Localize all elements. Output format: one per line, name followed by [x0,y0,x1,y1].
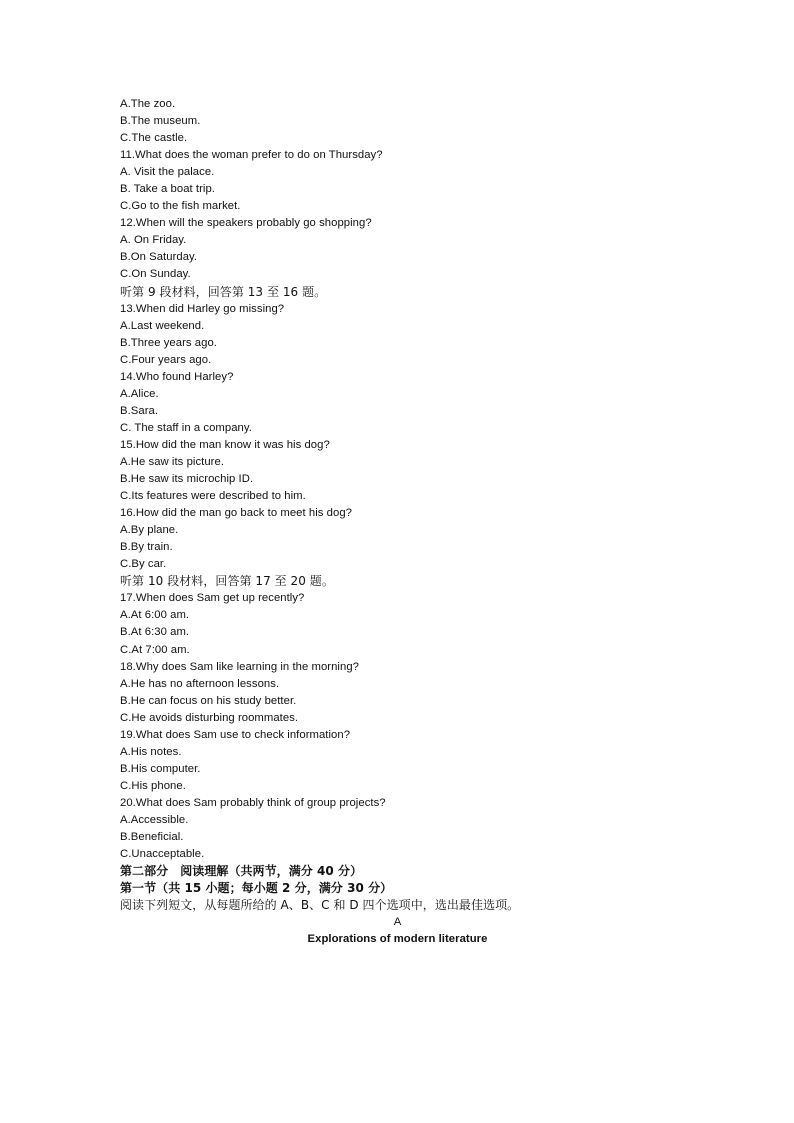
section-instruction: 听第 9 段材料，回答第 13 至 16 题。 [120,284,327,299]
option-line: C.Unacceptable. [120,848,205,861]
option-line: B.His computer. [120,762,201,775]
option-line: C.On Sunday. [120,268,191,281]
option-line: C.He avoids disturbing roommates. [120,711,299,724]
reading-instruction: 阅读下列短文，从每题所给的 A、B、C 和 D 四个选项中，选出最佳选项。 [120,898,520,913]
option-line: C.Its features were described to him. [120,490,306,503]
document-content [120,96,680,948]
option-line: C.His phone. [120,779,186,792]
option-line: B.By train. [120,541,173,554]
question-14: 14.Who found Harley? [120,370,234,383]
option-line: B.He can focus on his study better. [120,694,297,707]
option-line: A.Alice. [120,387,159,400]
option-line: B.On Saturday. [120,251,198,264]
option-line: B. Take a boat trip. [120,183,215,196]
option-line: A.His notes. [120,745,182,758]
option-line: C.Four years ago. [120,353,212,366]
option-line: C. The staff in a company. [120,421,252,434]
option-line: B.Three years ago. [120,336,217,349]
option-line: A.Last weekend. [120,319,205,332]
option-line: C.At 7:00 am. [120,643,190,656]
option-line: C.The castle. [120,132,188,145]
option-line: A.At 6:00 am. [120,609,190,622]
option-line: C.By car. [120,558,167,571]
option-line: B.The museum. [120,115,201,128]
option-line: B.He saw its microchip ID. [120,473,254,486]
question-15: 15.How did the man know it was his dog? [120,438,330,451]
passage-letter: A [393,916,402,929]
option-line: B.At 6:30 am. [120,626,190,639]
option-line: A.Accessible. [120,813,189,826]
option-line: A.The zoo. [120,98,176,110]
part-heading: 第二部分 阅读理解（共两节，满分 40 分） [120,864,363,879]
option-line: A. Visit the palace. [120,166,215,179]
option-line: B.Beneficial. [120,831,184,844]
section-heading: 第一节（共 15 小题；每小题 2 分，满分 30 分） [120,881,393,896]
question-18: 18.Why does Sam like learning in the morning? [120,660,359,673]
option-line: A.By plane. [120,524,179,537]
passage-title: Explorations of modern literature [307,933,488,946]
question-13: 13.When did Harley go missing? [120,302,285,315]
question-17: 17.When does Sam get up recently? [120,592,305,605]
option-line: A.He saw its picture. [120,455,225,468]
option-line: C.Go to the fish market. [120,200,241,213]
question-20: 20.What does Sam probably think of group projects? [120,796,386,809]
option-line: A.He has no afternoon lessons. [120,677,280,690]
question-12: 12.When will the speakers probably go shopping? [120,217,372,230]
option-line: B.Sara. [120,404,159,417]
question-19: 19.What does Sam use to check information? [120,728,351,741]
section-instruction: 听第 10 段材料，回答第 17 至 20 题。 [120,574,334,589]
question-16: 16.How did the man go back to meet his dog? [120,507,352,520]
option-line: A. On Friday. [120,234,187,247]
question-11: 11.What does the woman prefer to do on Thursday? [120,149,383,162]
